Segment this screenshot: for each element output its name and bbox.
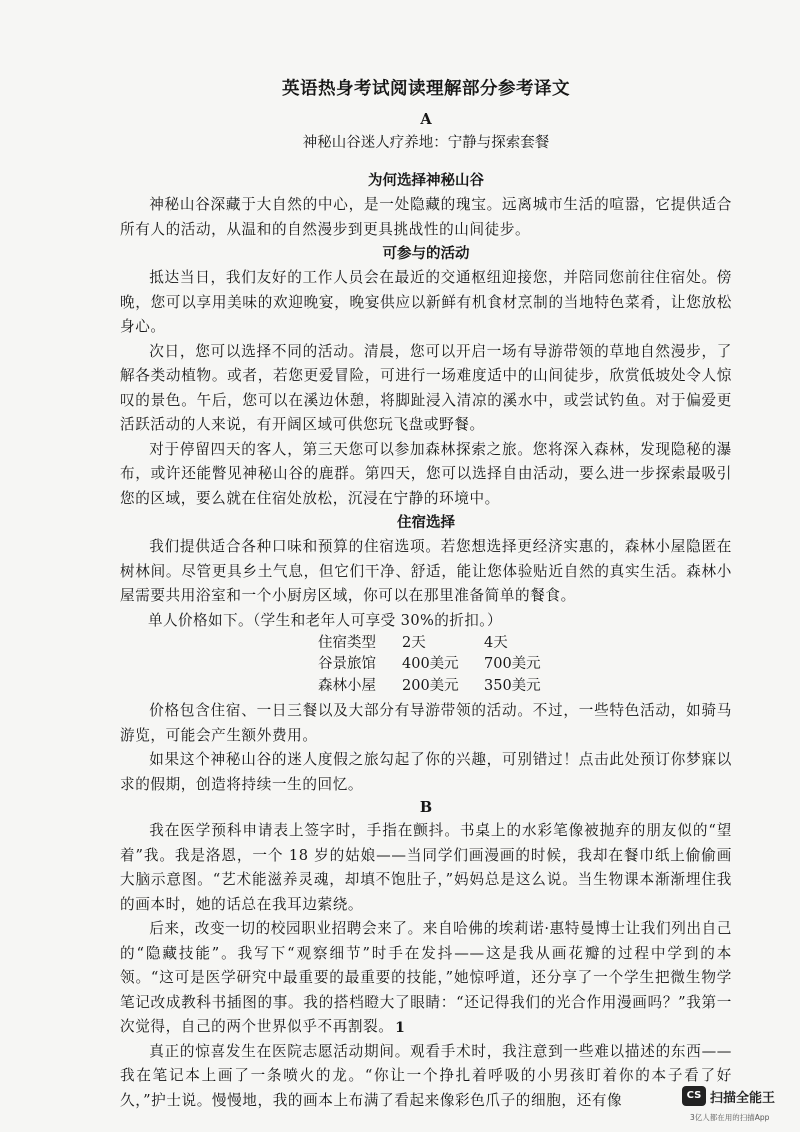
document-body <box>120 76 732 1113</box>
price-table-header <box>318 633 566 655</box>
section-a-letter: A <box>420 111 432 128</box>
paragraph-why-choose: 神秘山谷深藏于大自然的中心，是一处隐藏的瑰宝。远离城市生活的喧嚣，它提供适合所有人的活动，从温和的自然漫步到更具挑战性的山间徒步。 <box>120 196 732 238</box>
watermark-app-name: 扫描全能王 <box>710 1091 776 1106</box>
scanner-watermark <box>674 1086 794 1130</box>
price-header-type: 住宿类型 <box>318 634 376 651</box>
paragraph-price-includes: 价格包含住宿、一日三餐以及大部分有导游带领的活动。不过，一些特色活动，如骑马游览，可能会产生额外费用。 <box>120 702 732 744</box>
price-cell: 森林小屋 <box>318 677 376 694</box>
paragraph-day-two: 次日，您可以选择不同的活动。清晨，您可以开启一场有导游带领的草地自然漫步，了解各类动植物。或者，若您更爱冒险，可进行一场难度适中的山间徒步，欣赏低坡处令人惊叹的景色。午后，您可以在溪边休憩，将脚趾浸入清凉的溪水中，或尝试钓鱼。对于偏爱更活跃活动的人来说，有开阔区域可供您玩飞盘或野餐。 <box>120 342 732 433</box>
heading-activities: 可参与的活动 <box>382 245 470 262</box>
heading-accommodation: 住宿选择 <box>397 514 455 531</box>
paragraph-day-one: 抵达当日，我们友好的工作人员会在最近的交通枢纽迎接您，并陪同您前往住宿处。傍晚，您可以享用美味的欢迎晚宴，晚宴供应以新鲜有机食材烹制的当地特色菜肴，让您放松身心。 <box>120 269 732 335</box>
paragraph-closing: 如果这个神秘山谷的迷人度假之旅勾起了你的兴趣，可别错过！点击此处预订你梦寐以求的假期，创造将持续一生的回忆。 <box>120 751 732 793</box>
document-title: 英语热身考试阅读理解部分参考译文 <box>282 79 570 99</box>
price-header-2days: 2天 <box>402 634 426 651</box>
camscanner-logo-icon: CS <box>682 1086 706 1106</box>
paragraph-b-3: 真正的惊喜发生在医院志愿活动期间。观看手术时，我注意到一些难以描述的东西——我在笔记本上画了一条喷火的龙。“你让一个挣扎着呼吸的小男孩盯着你的本子看了好久，”护士说。慢慢地，我的画本上布满了看起来像彩色爪子的细胞，还有像 <box>120 1042 732 1109</box>
price-row-valley-inn <box>318 654 566 676</box>
price-note: 单人价格如下。（学生和老年人可享受 30%的折扣。） <box>148 611 502 629</box>
price-table <box>318 633 566 698</box>
heading-why-choose: 为何选择神秘山谷 <box>368 172 484 189</box>
price-cell: 400美元 <box>402 656 459 672</box>
paragraph-day-three-four: 对于停留四天的客人，第三天您可以参加森林探索之旅。您将深入森林，发现隐秘的瀑布，或许还能瞥见神秘山谷的鹿群。第四天，您可以选择自由活动，要么进一步探索最吸引您的区域，要么就在住宿处放松，沉浸在宁静的环境中。 <box>120 440 732 507</box>
section-a-subtitle: 神秘山谷迷人疗养地：宁静与探索套餐 <box>302 135 550 151</box>
price-header-4days: 4天 <box>484 634 508 651</box>
price-row-forest-cabin <box>318 676 566 698</box>
section-b-letter: B <box>419 799 433 816</box>
price-cell: 350美元 <box>484 677 541 694</box>
paragraph-b-1: 我在医学预科申请表上签字时，手指在颤抖。书桌上的水彩笔像被抛弃的朋友似的“望着”我。我是洛恩，一个 18 岁的姑娘——当同学们画漫画的时候，我却在餐巾纸上偷偷画大脑示意图。“艺术能滋养灵魂，却填不饱肚子，”妈妈总是这么说。当生物课本渐渐埋住我的画本时，她的话总在我耳边萦绕。 <box>120 822 732 913</box>
paragraph-accommodation: 我们提供适合各种口味和预算的住宿选项。若您想选择更经济实惠的，森林小屋隐匿在树林间。尽管更具乡土气息，但它们干净、舒适，能让您体验贴近自然的真实生活。森林小屋需要共用浴室和一个小厨房区域，你可以在那里准备简单的餐食。 <box>120 538 732 604</box>
price-cell: 200美元 <box>402 677 459 694</box>
price-cell: 700美元 <box>484 656 541 672</box>
price-cell: 谷景旅馆 <box>318 656 376 672</box>
page-number: 1 <box>395 1020 405 1036</box>
watermark-tagline: 3亿人都在用的扫描App <box>690 1113 770 1122</box>
paragraph-b-2: 后来，改变一切的校园职业招聘会来了。来自哈佛的埃莉诺·惠特曼博士让我们列出自己的“隐藏技能”。我写下“观察细节”时手在发抖——这是我从画花瓣的过程中学到的本领。“这可是医学研究中最重要的最重要的技能，”她惊呼道，还分享了一个学生把微生物学笔记改成教科书插图的事。我的搭档瞪大了眼睛：“还记得我们的光合作用漫画吗？”我第一次觉得，自己的两个世界似乎不再割裂。 <box>120 920 732 1035</box>
